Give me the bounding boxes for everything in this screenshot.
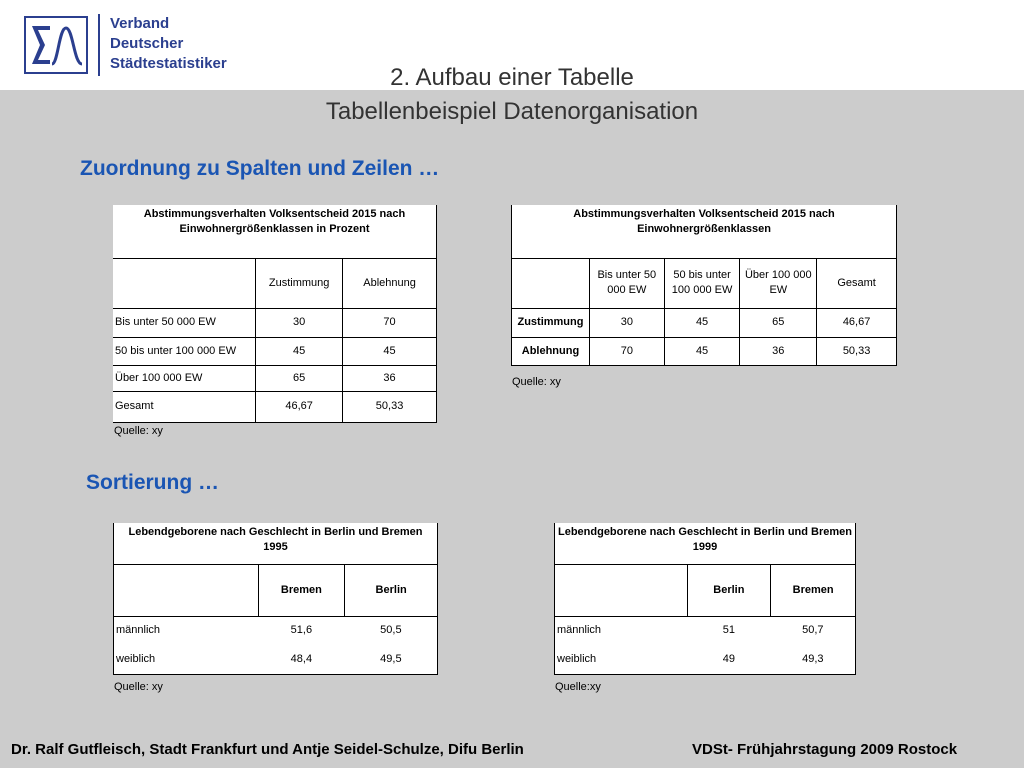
column-header: Gesamt xyxy=(817,258,897,308)
column-header: Bremen xyxy=(258,564,345,616)
table-cell: 50,7 xyxy=(771,616,856,645)
org-name-line: Städtestatistiker xyxy=(110,55,227,72)
table-row xyxy=(113,365,437,391)
table-corner-cell xyxy=(114,564,259,616)
section-heading-sorting: Sortierung … xyxy=(86,471,220,494)
table-cell: 45 xyxy=(343,337,437,365)
row-label: Ablehnung xyxy=(512,337,590,365)
table-cell: 65 xyxy=(256,365,343,391)
row-label: 50 bis unter 100 000 EW xyxy=(113,337,256,365)
table-cell: 45 xyxy=(664,308,740,337)
table-caption: Lebendgeborene nach Geschlecht in Berlin und Bremen 1999 xyxy=(555,523,856,564)
table-cell: 36 xyxy=(343,365,437,391)
footer-authors: Dr. Ralf Gutfleisch, Stadt Frankfurt und Antje Seidel-Schulze, Difu Berlin xyxy=(11,741,524,758)
footer-event: VDSt- Frühjahrstagung 2009 Rostock xyxy=(692,741,958,758)
table-cell: 50,33 xyxy=(817,337,897,365)
table-cell: 51 xyxy=(722,624,735,637)
table-cell: 36 xyxy=(740,337,817,365)
section-heading-assignment: Zuordnung zu Spalten und Zeilen … xyxy=(80,157,440,180)
table-corner-cell xyxy=(555,564,688,616)
table-corner-cell xyxy=(512,258,590,308)
table-cell: 49 xyxy=(687,645,771,674)
table-row xyxy=(555,616,856,645)
table-cell: 46,67 xyxy=(817,308,897,337)
table-cell: 30 xyxy=(589,308,664,337)
org-name-line: Deutscher xyxy=(110,35,184,52)
column-header: Über 100 000 EW xyxy=(740,258,817,308)
table-vote-by-size xyxy=(511,205,897,366)
row-label: Gesamt xyxy=(113,391,256,422)
table-births-1999 xyxy=(554,523,856,675)
table-row xyxy=(113,308,437,337)
table-row xyxy=(113,391,437,422)
column-header: Berlin xyxy=(687,564,771,616)
org-name-line: Verband xyxy=(110,15,170,32)
column-header: Zustimmung xyxy=(256,258,343,308)
table-births-1995 xyxy=(113,523,438,675)
column-header: Bis unter 50 000 EW xyxy=(589,258,664,308)
row-label: Zustimmung xyxy=(512,308,590,337)
table-source: Quelle: xy xyxy=(512,376,561,388)
column-header: Berlin xyxy=(345,564,438,616)
slide-subtitle: Tabellenbeispiel Datenorganisation xyxy=(325,98,699,125)
table-row xyxy=(512,337,897,365)
row-label: weiblich xyxy=(114,645,259,674)
table-cell: 70 xyxy=(343,308,437,337)
table-row xyxy=(512,308,897,337)
table-cell: 49,5 xyxy=(345,645,438,674)
table-source: Quelle:xy xyxy=(555,681,601,693)
column-header: 50 bis unter 100 000 EW xyxy=(664,258,740,308)
table-cell: 48,4 xyxy=(258,645,345,674)
column-header: Bremen xyxy=(771,564,856,616)
table-row xyxy=(555,645,856,674)
table-cell: 45 xyxy=(256,337,343,365)
slide-title: 2. Aufbau einer Tabelle xyxy=(390,64,634,91)
table-cell: 49,3 xyxy=(771,645,856,674)
table-vote-percent xyxy=(113,205,437,423)
row-label: männlich xyxy=(114,616,259,645)
row-label: Bis unter 50 000 EW xyxy=(113,308,256,337)
table-cell: 46,67 xyxy=(256,391,343,422)
table-cell: 50,5 xyxy=(345,616,438,645)
table-source: Quelle: xy xyxy=(114,425,163,437)
table-cell: 70 xyxy=(589,337,664,365)
row-label: männlich xyxy=(555,616,688,645)
table-row xyxy=(113,337,437,365)
table-cell: 30 xyxy=(256,308,343,337)
table-cell: 50,33 xyxy=(343,391,437,422)
row-label: weiblich xyxy=(555,645,688,674)
table-cell: 65 xyxy=(740,308,817,337)
table-row xyxy=(114,616,438,645)
table-caption: Abstimmungsverhalten Volksentscheid 2015 nach Einwohnergrößenklassen xyxy=(512,205,897,258)
table-caption: Abstimmungsverhalten Volksentscheid 2015 nach Einwohnergrößenklassen in Prozent xyxy=(113,205,437,258)
table-caption: Lebendgeborene nach Geschlecht in Berlin und Bremen 1995 xyxy=(114,523,438,564)
table-source: Quelle: xy xyxy=(114,681,163,693)
row-label: Über 100 000 EW xyxy=(113,365,256,391)
column-header: Ablehnung xyxy=(343,258,437,308)
table-cell: 45 xyxy=(664,337,740,365)
table-row xyxy=(114,645,438,674)
table-cell: 51,6 xyxy=(290,624,313,637)
table-corner-cell xyxy=(113,258,256,308)
